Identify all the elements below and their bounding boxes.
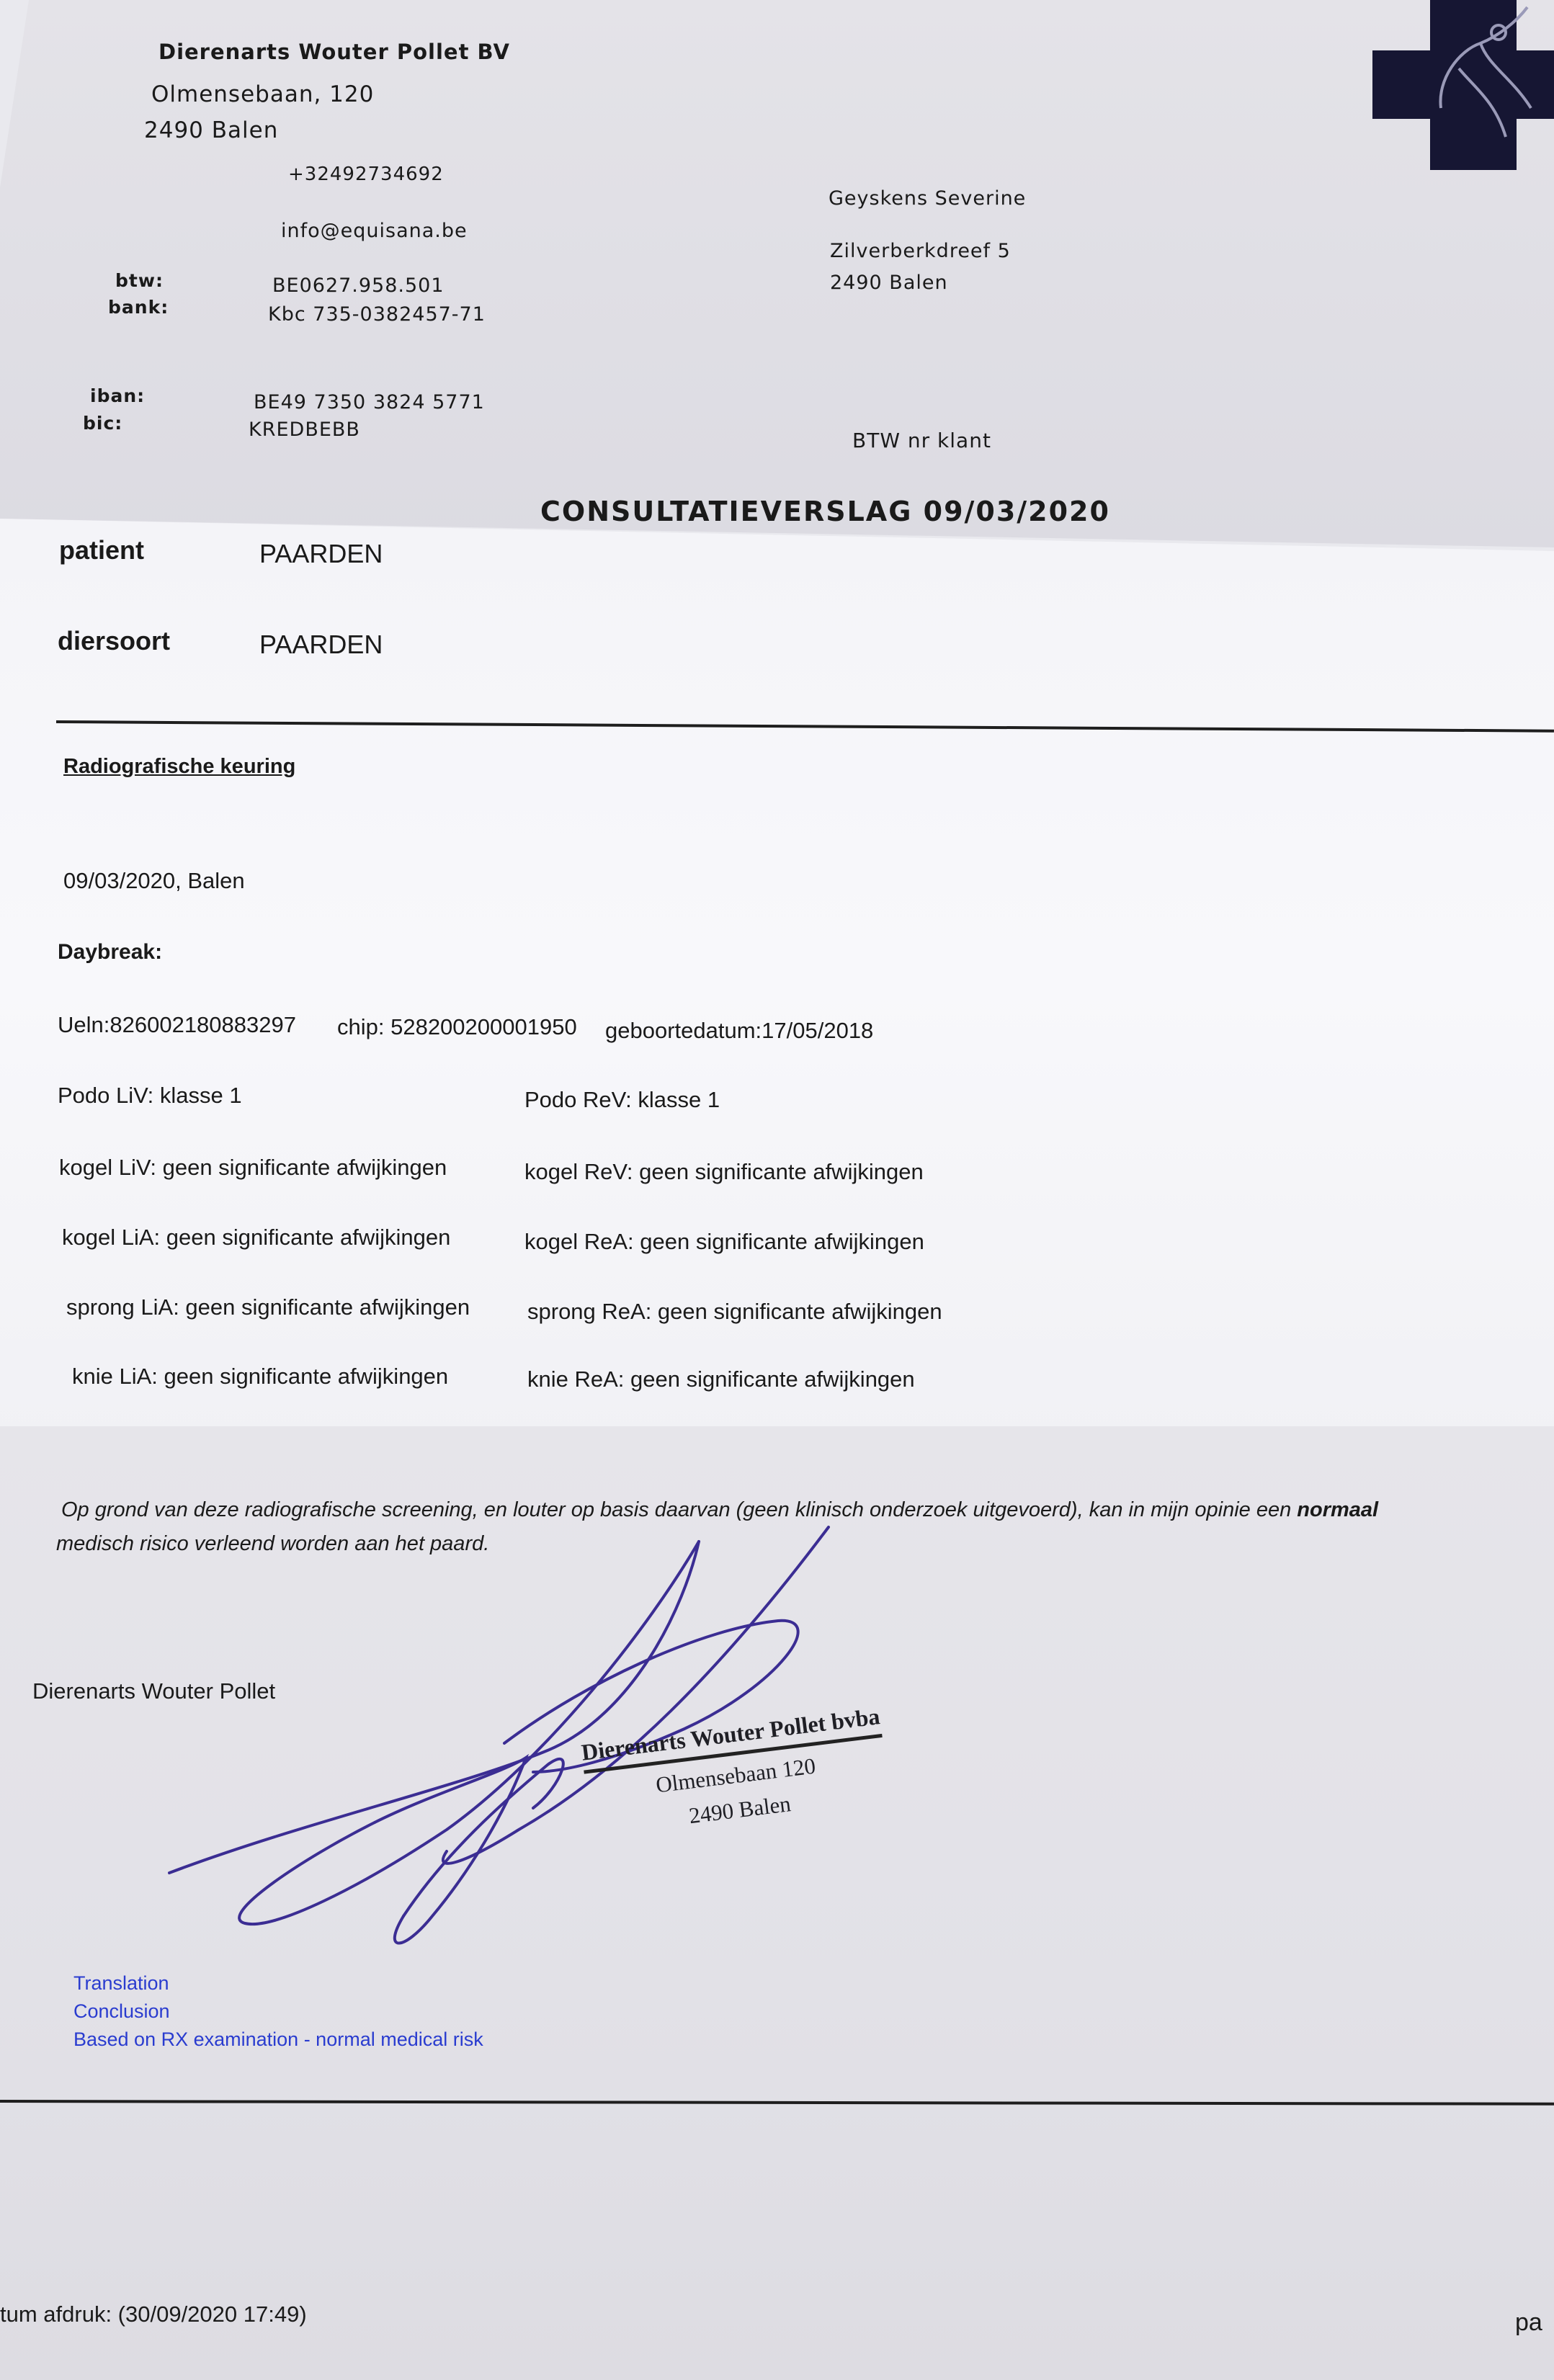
conclusion-text: Op grond van deze radiografische screening, en louter op basis daarvan (geen klinisch onderzoek uitgevoerd), kan in mijn opinie een — [61, 1498, 1298, 1521]
finding-left: Podo LiV: klasse 1 — [58, 1083, 242, 1108]
finding-right: kogel ReV: geen significante afwijkingen — [524, 1159, 924, 1184]
bic-label: bic: — [83, 413, 123, 434]
clinic-street: Olmensebaan, 120 — [151, 81, 375, 107]
patient-value: PAARDEN — [259, 539, 383, 568]
species-value: PAARDEN — [259, 630, 383, 659]
report-title: CONSULTATIEVERSLAG 09/03/2020 — [540, 496, 1110, 527]
client-name: Geyskens Severine — [829, 187, 1027, 210]
translation-note-title: Translation — [73, 1972, 169, 1994]
client-btw-label: BTW nr klant — [852, 429, 991, 452]
clinic-name: Dierenarts Wouter Pollet BV — [158, 40, 510, 64]
finding-right: sprong ReA: geen significante afwijkingen — [527, 1299, 942, 1324]
chip-number: chip: 528200200001950 — [337, 1014, 577, 1039]
bank-label: bank: — [108, 297, 169, 318]
client-street: Zilverberkdreef 5 — [830, 240, 1011, 262]
report-date-place: 09/03/2020, Balen — [63, 868, 245, 893]
finding-left: knie LiA: geen significante afwijkingen — [72, 1364, 449, 1389]
clinic-city: 2490 Balen — [144, 117, 279, 143]
btw-label: btw: — [115, 270, 164, 291]
birth-date: geboortedatum:17/05/2018 — [605, 1018, 874, 1043]
conclusion-line-2: medisch risico verleend worden aan het paard. — [56, 1532, 490, 1555]
stamp-street: Olmensebaan 120 — [654, 1753, 817, 1798]
horse-name: Daybreak: — [58, 940, 163, 964]
btw-value: BE0627.958.501 — [272, 274, 445, 297]
clinic-email: info@equisana.be — [281, 220, 468, 242]
clinic-cross-logo — [1372, 0, 1554, 170]
ueln-number: Ueln:826002180883297 — [58, 1012, 296, 1037]
conclusion-emphasis: normaal — [1297, 1498, 1379, 1521]
finding-left: sprong LiA: geen significante afwijkingen — [66, 1294, 470, 1320]
finding-right: knie ReA: geen significante afwijkingen — [527, 1366, 915, 1392]
patient-label: patient — [59, 535, 145, 565]
client-city: 2490 Balen — [830, 272, 948, 294]
signatory-name: Dierenarts Wouter Pollet — [32, 1678, 276, 1704]
page-number-fragment: pa — [1515, 2309, 1542, 2336]
print-date: tum afdruk: (30/09/2020 17:49) — [0, 2301, 307, 2327]
stamp-city: 2490 Balen — [687, 1791, 792, 1829]
finding-left: kogel LiV: geen significante afwijkingen — [59, 1155, 447, 1180]
iban-label: iban: — [90, 385, 146, 406]
translation-note-heading: Conclusion — [73, 2000, 170, 2022]
section-title: Radiografische keuring — [63, 755, 296, 778]
finding-left: kogel LiA: geen significante afwijkingen — [62, 1225, 451, 1250]
iban-value: BE49 7350 3824 5771 — [254, 391, 485, 413]
translation-note-text: Based on RX examination - normal medical risk — [73, 2028, 483, 2050]
stamp-name: Dierenarts Wouter Pollet bvba — [580, 1703, 883, 1773]
bank-value: Kbc 735-0382457-71 — [268, 303, 486, 326]
finding-right: kogel ReA: geen significante afwijkingen — [524, 1229, 924, 1254]
finding-right: Podo ReV: klasse 1 — [524, 1087, 720, 1112]
bic-value: KREDBEBB — [249, 419, 360, 441]
clinic-phone: +32492734692 — [288, 164, 444, 185]
species-label: diersoort — [58, 626, 171, 656]
